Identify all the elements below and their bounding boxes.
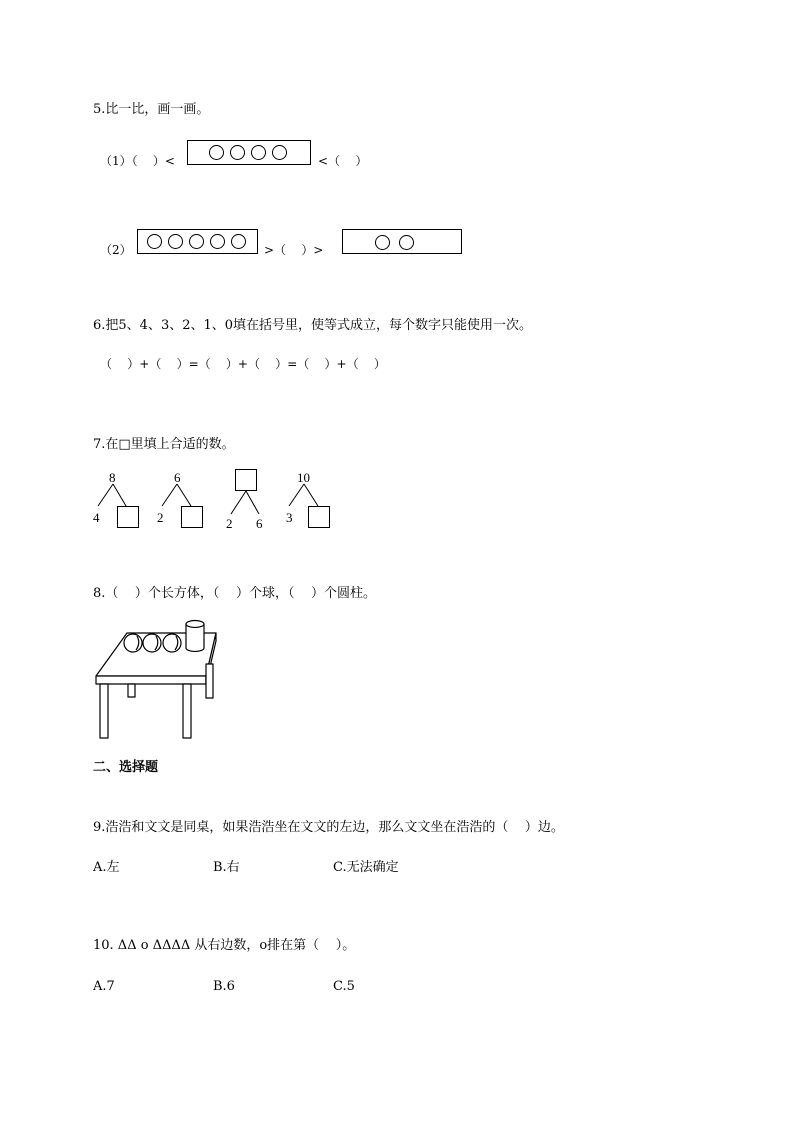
q7-title: 7.在□里填上合适的数。 bbox=[93, 437, 235, 452]
q6-title: 6.把5、4、3、2、1、0填在括号里，使等式成立，每个数字只能使用一次。 bbox=[93, 318, 533, 333]
q5-title: 5.比一比，画一画。 bbox=[93, 102, 210, 117]
tree-left-number: 4 bbox=[93, 510, 100, 525]
q9-option-c[interactable]: C.无法确定 bbox=[333, 860, 399, 875]
tree-top-number: 10 bbox=[297, 470, 310, 485]
q9-title: 9.浩浩和文文是同桌，如果浩浩坐在文文的左边，那么文文坐在浩浩的（ ）边。 bbox=[93, 820, 564, 835]
q10-option-b[interactable]: B.6 bbox=[213, 979, 235, 994]
tree-top-number: 6 bbox=[174, 470, 181, 485]
q9-option-b[interactable]: B.右 bbox=[213, 860, 240, 875]
tree-top-number: 8 bbox=[109, 470, 116, 485]
q9-option-a[interactable]: A.左 bbox=[93, 860, 120, 875]
q10-option-c[interactable]: C.5 bbox=[333, 979, 355, 994]
q5-row1-right: <（ ） bbox=[318, 154, 368, 168]
q5-row2-mid: >（ ）> bbox=[264, 243, 324, 257]
q5-row1-label: （1）（ ）< bbox=[100, 154, 175, 168]
q5-row2-label: （2） bbox=[100, 243, 132, 257]
q10-title: 10. ΔΔ o ΔΔΔΔ 从右边数，o排在第（ ）。 bbox=[93, 938, 356, 953]
q10-option-a[interactable]: A.7 bbox=[93, 979, 115, 994]
tree-left-number: 2 bbox=[226, 516, 233, 531]
tree-right-number: 6 bbox=[256, 516, 263, 531]
tree-left-number: 3 bbox=[286, 510, 293, 525]
q6-equation: （ ）+（ ）=（ ）+（ ）=（ ）+（ ） bbox=[100, 357, 386, 371]
section-2-title: 二、选择题 bbox=[93, 760, 159, 775]
tree-left-number: 2 bbox=[157, 510, 164, 525]
q8-title: 8.（ ）个长方体，（ ）个球，（ ）个圆柱。 bbox=[93, 586, 376, 601]
